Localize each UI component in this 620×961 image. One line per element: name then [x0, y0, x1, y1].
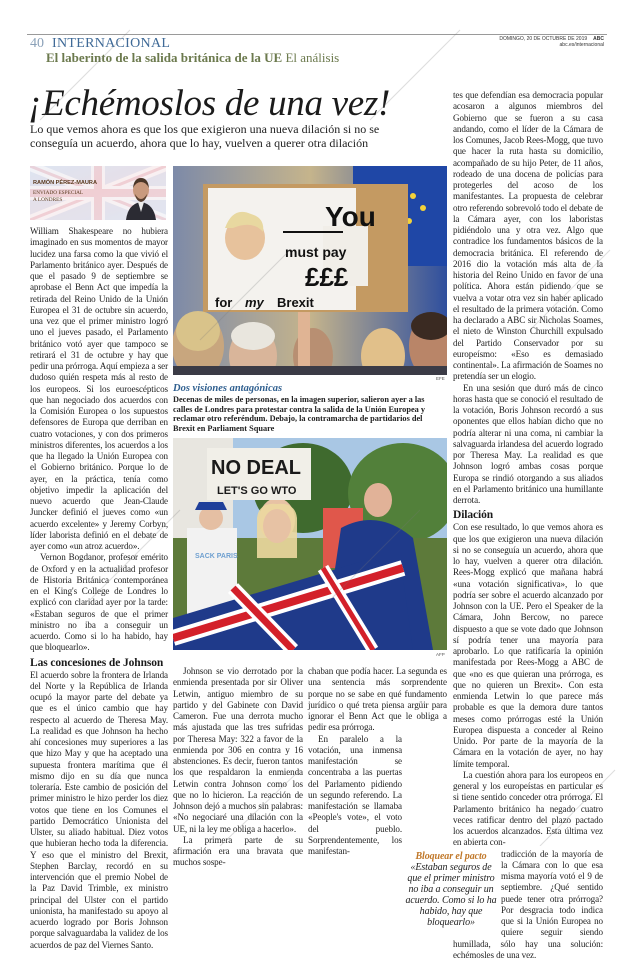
- deck: Lo que vemos ahora es que los que exigieron una nueva dilación si no se conseguía un acuerdo, ahora que lo hay, vuelven a querer otra dilación: [30, 122, 430, 150]
- headline: ¡Echémoslos de una vez!: [28, 82, 390, 125]
- paragraph: Vernon Bogdanor, profesor emérito de Oxford y en la actualidad profesor de Historia Británica contemporánea en el King's College de Londres lo explicó con claridad ayer por la tarde: «Estaban seguros de que el primer ministro no iba a conseguir un acuerdo. Como si lo ha habido, hay que bloquearlo».: [30, 552, 168, 653]
- sign-text: £££: [305, 262, 349, 292]
- page-number: 40: [30, 36, 44, 52]
- paragraph: La primera parte de su afirmación era una bravata que muchos sospe-: [173, 835, 303, 869]
- column-3: [308, 666, 447, 857]
- kicker-text: El laberinto de la salida británica de la UE: [46, 50, 282, 65]
- sign-text: for: [215, 295, 232, 310]
- caption: Decenas de miles de personas, en la imagen superior, salieron ayer a las calles de Londres para protestar contra la salida de la Unión Europea y reclamar otro referéndum. Debajo, la contramarcha de partidarios del Brexit en Parliament Square: [173, 395, 443, 433]
- paragraph: Con ese resultado, lo que vemos ahora es que los que exigieron una nueva dilación si no se conseguía un acuerdo, ahora que lo hay, vuelven a querer otra dilación. Rees-Mogg explicó que mañana habrá «una votación significativa», lo que podría ser sobre el acuerdo alcanzado por Johnson con la UE. Pero el Speaker de la Cámara, John Bercow, no parece dispuesto a que se vote dado que Johnson sí podría tener una mayoría para aprobarlo. Lo que ratificaría la opinión manifestada por Rees-Mogg a ABC de que «no es que quieran una prórroga, es que no quieren un Brexit». Con esta enmienda Letwin lo que parece más probable es que la demora dure tantos meses como prórrogas esté la Unión Europea dispuesta a conceder al Reino Unido. Por parte de la mayoría de la Cámara en la votación de ayer, no hay límite temporal.: [453, 522, 603, 770]
- author-role-line: A LONDRES: [33, 197, 62, 203]
- paragraph: En una sesión que duró más de cinco horas hasta que se conoció el resultado de la votación, Boris Johnson recordó a sus oponentes que ellos habían dicho que no podría alterar ni una coma, ni cambiar la salvaguarda irlandesa del acuerdo logrado por Theresa May. La realidad es que Johnson logró ambas cosas porque Europa se rindió otorgando a sus aliados en el Parlamento británico una humillante derrota.: [453, 383, 603, 507]
- paragraph: La cuestión ahora para los europeos en general y los europeístas en particular es si tiene sentido conceder otra prórroga. El Parlamento británico ha negado cuatro veces ratificar dentro del plazo pactado los acuerdos alcanzados. Esta última vez en abierta con-: [453, 770, 603, 849]
- paragraph: Johnson se vio derrotado por la enmienda presentada por sir Oliver Letwin, antiguo miembro de su partido y del Gabinete con David Cameron. Fue una derrota mucho más ajustada que las tres sufridas por Theresa May: 322 a favor de la enmienda por 306 en contra y 16 abstenciones. Es decir, fueron tantos los que respaldaron la enmienda Letwin contra Johnson como los que no lo hicieron. La reacción de Johnson dejó a muchos sin palabras: «No negociaré una dilación con la UE, ni la ley me obliga a hacerlo».: [173, 666, 303, 835]
- column-2: [173, 666, 303, 869]
- photo-credit: AFP: [436, 652, 445, 657]
- photo-brexit-march: [173, 438, 447, 650]
- kicker-tag: El análisis: [285, 50, 339, 65]
- column-4: [453, 90, 603, 961]
- subheading: Dilación: [453, 509, 603, 522]
- paragraph: chaban que podía hacer. La segunda es una sentencia más sorprendente porque no se sabe en qué fundamento jurídico o qué treta piensa argüir para ignorar el Benn Act que le obliga a pedir esa prórroga.: [308, 666, 447, 734]
- section-url[interactable]: abc.es/internacional: [560, 42, 604, 48]
- header-rule: [27, 34, 607, 35]
- paragraph: El acuerdo sobre la frontera de Irlanda del Norte y la República de Irlanda ocupó la mayor parte del debate ya que es el único cambio que hay respecto al acuerdo de Theresa May. La realidad es que Johnson ha hecho ahí concesiones muy superiores a las que hizo May y que ha aceptado una supuesta frontera marítima que él mismo dijo en su día que nunca toleraría. Este cambio de posición del primer ministro le hizo perder los diez votos que tiene en los Comunes el partido Democrático Unionista del Ulster, su aliado habitual. Diez votos que hubieran hecho toda la diferencia. Y eso que el ministro del Brexit, Stephen Barclay, recordó en su intervención que el premio Nobel de la Paz David Trimble, ex ministro principal del Ulster con el partido unionista, ha manifestado su apoyo al acuerdo logrado por Boris Johnson porque salvaguardaba la validez de los acuerdos de paz del Viernes Santo.: [30, 670, 168, 951]
- photo-remain-protest: [173, 166, 447, 375]
- column-1: [30, 226, 168, 951]
- caption-title: Dos visiones antagónicas: [173, 383, 282, 394]
- kicker: [46, 50, 339, 66]
- shirt-text: SACK PARIS: [195, 553, 238, 560]
- photo-image: [173, 438, 447, 650]
- sign-text: my: [245, 295, 265, 310]
- author-box: [30, 166, 166, 220]
- brand: ABC: [593, 36, 604, 42]
- author-portrait: [126, 172, 156, 220]
- no-deal-placard: [207, 448, 311, 500]
- paragraph: En paralelo a la votación, una inmensa manifestación se concentraba a las puertas del Parlamento pidiendo un segundo referendo. La manifestación se llamaba «People's vote», el voto del pueblo. Sorprendentemente, los manifestan-: [308, 734, 402, 858]
- photo-image: [173, 166, 447, 375]
- photo-credit: EFE: [436, 376, 445, 381]
- sign-text: Brexit: [277, 295, 315, 310]
- paragraph: William Shakespeare no hubiera imaginado en sus momentos de mayor lucidez una farsa como la que vivió el Parlamento británico ayer. Después de que el pasado 9 de septiembre se aprobase el Benn Act que impedía la retirada del Reino Unido de la Unión Europea el 31 de octubre sin acuerdo, una vez que el primer ministro logró uno el jueves pasado, el Parlamento británico votó ayer que tampoco se retirará el 31 de octubre y hay que pedir una prórroga. Aquí empieza a ser dudoso quién respeta más al resto de los europeos. Si los euroescépticos que han negociado dos acuerdos con la Comisión Europea o los supuestos defensores de Europa que derriban en cuatro votaciones, y con dos primeros ministros diferentes, los acuerdos a los que ha llegado la Unión Europea con el Gobierno británico. Porque lo de ayer, en la práctica, tenía como objetivo impedir la aplicación del nuevo acuerdo que Jean-Claude Juncker definió el jueves como «un acuerdo excelente» y Jeremy Corbyn, líder laborista definió en el debate de ayer como «un atroz acuerdo».: [30, 226, 168, 552]
- date: DOMINGO, 20 DE OCTUBRE DE 2019: [499, 36, 587, 42]
- paragraph: tes que defendían esa democracia popular acosaron a algunos miembros del Gobierno que se fueron a su casa andando, como el líder de la Cámara de los Comunes, Jacob Rees-Mogg, que tuvo que hacer la ruta hasta su domicilio, acompañado de su hijo Peter, de 11 años, rodeado de una docena de policías para protegerles del acoso de los manifestantes. La propuesta de celebrar otro referendo sobrevoló todo el debate de la Cámara ayer, con los laboristas pidiéndolo una y otra vez. Algo que contradice los fundamentos básicos de la democracia británica. El referendo de 2016 dio la votación más alta de la historia del Reino Unido en favor de una política. Ahora están pidiendo que se vuelva a votar otra vez sin haber aplicado el resultado de la primera votación. Como ha declarado a ABC sir Nicholas Soames, el nieto de Winston Churchill expulsado del Partido Conservador por su europeísmo: «Eso es demasiado continental». La afirmación de Soames no pretendía ser un elogio.: [453, 90, 603, 383]
- section-name: INTERNACIONAL: [52, 36, 170, 52]
- sign-text: must pay: [285, 244, 347, 260]
- paragraph: tradicción de la mayoría de la Cámara con lo que esa misma mayoría votó el 9 de septiembre. ¿Qué sentido puede tener otra prórroga? Por desgracia todo indica que si la Unión Europea no quiere seguir siendo humillada, sólo hay una solución: echémosles de una vez.: [453, 849, 603, 961]
- pull-quote-text: «Estaban seguros de que el primer ministro no iba a conseguir un acuerdo. Como si lo ha habido, hay que bloquearlo»: [405, 862, 497, 928]
- author-name: RAMÓN PÉREZ-MAURA: [33, 180, 97, 186]
- subheading: Las concesiones de Johnson: [30, 657, 168, 670]
- sign-text: LET'S GO WTO: [217, 485, 297, 497]
- author-role: [33, 190, 83, 204]
- pull-quote-heading: Bloquear el pacto: [405, 851, 497, 862]
- sign-text: NO DEAL: [211, 457, 301, 479]
- pull-quote: [405, 851, 497, 928]
- sign-text: You: [325, 201, 376, 232]
- dateline: [499, 36, 604, 48]
- author-role-line: ENVIADO ESPECIAL: [33, 190, 83, 196]
